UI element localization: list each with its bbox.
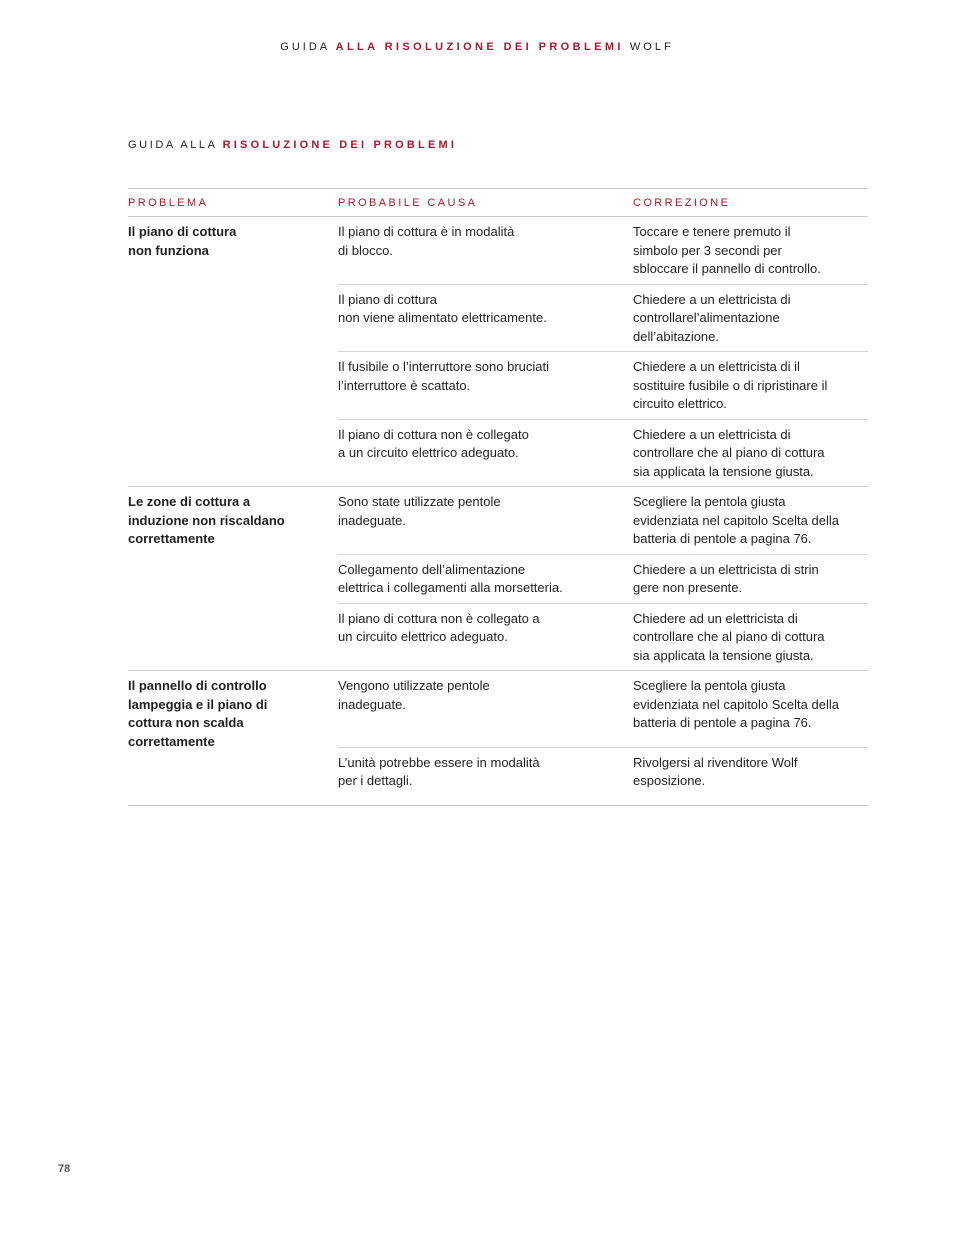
table-row (338, 420, 868, 487)
table-row (338, 217, 868, 285)
cause-cell: Il piano di cottura non viene alimentato elettricamente. (338, 291, 547, 325)
fix-cell: Scegliere la pentola giusta evidenziata nel capitolo Scelta della batteria di pentole a pagina 76. (633, 494, 839, 546)
fix-cell: Chiedere ad un elettricista di controllare che al piano di cottura sia applicata la tensione giusta. (633, 610, 825, 663)
section-title (128, 139, 457, 151)
cause-cell: Il piano di cottura non è collegato a un circuito elettrico adeguato. (338, 426, 529, 460)
table-row (338, 285, 868, 353)
cause-cell: Il piano di cottura non è collegato a un circuito elettrico adeguato. (338, 610, 540, 644)
table-row (338, 604, 868, 671)
troubleshooting-table (128, 188, 868, 806)
table-header-row (128, 188, 868, 217)
table-row (338, 555, 868, 604)
cause-cell: Il fusibile o l’interruttore sono bruciati l’interruttore è scattato. (338, 359, 549, 393)
page-number: 78 (58, 1163, 71, 1175)
header-fix: CORREZIONE (633, 196, 731, 209)
problem-label: Il pannello di controllo lampeggia e il piano di cottura non scalda correttamente (128, 678, 268, 749)
section-title-prefix: GUIDA ALLA (128, 139, 223, 151)
table-row (338, 671, 868, 748)
running-header (0, 41, 954, 53)
problem-label: Il piano di cottura non funziona (128, 224, 237, 258)
problem-group (128, 487, 868, 671)
fix-cell: Chiedere a un elettricista di controllare che al piano di cottura sia applicata la tensione giusta. (633, 426, 825, 479)
problem-group (128, 217, 868, 487)
problem-group (128, 671, 868, 806)
section-title-accent: RISOLUZIONE DEI PROBLEMI (222, 139, 458, 151)
fix-cell: Toccare e tenere premuto il simbolo per 3 secondi per sbloccare il pannello di controllo. (633, 224, 821, 276)
fix-cell: Chiedere a un elettricista di strin gere non presente. (633, 561, 819, 595)
table-row (338, 748, 868, 805)
cause-cell: Sono state utilizzate pentole inadeguate. (338, 494, 501, 528)
table-row (338, 352, 868, 420)
fix-cell: Chiedere a un elettricista di controllarel’alimentazione dell’abitazione. (633, 291, 791, 344)
header-problem: PROBLEMA (128, 196, 209, 209)
cause-cell: Vengono utilizzate pentole inadeguate. (338, 678, 490, 712)
fix-cell: Scegliere la pentola giusta evidenziata nel capitolo Scelta della batteria di pentole a pagina 76. (633, 678, 839, 730)
table-row (338, 487, 868, 555)
running-header-prefix: GUIDA (280, 41, 336, 53)
cause-cell: Il piano di cottura è in modalità di blocco. (338, 224, 515, 258)
problem-label: Le zone di cottura a induzione non riscaldano correttamente (128, 494, 285, 546)
running-header-suffix: WOLF (623, 41, 674, 53)
fix-cell: Rivolgersi al rivenditore Wolf esposizione. (633, 754, 798, 788)
running-header-accent: ALLA RISOLUZIONE DEI PROBLEMI (335, 41, 624, 53)
cause-cell: Collegamento dell’alimentazione elettrica i collegamenti alla morsetteria. (338, 561, 563, 595)
header-cause: PROBABILE CAUSA (338, 196, 478, 209)
fix-cell: Chiedere a un elettricista di il sostituire fusibile o di ripristinare il circuito elettrico. (633, 359, 828, 411)
cause-cell: L’unità potrebbe essere in modalità per i dettagli. (338, 754, 540, 788)
